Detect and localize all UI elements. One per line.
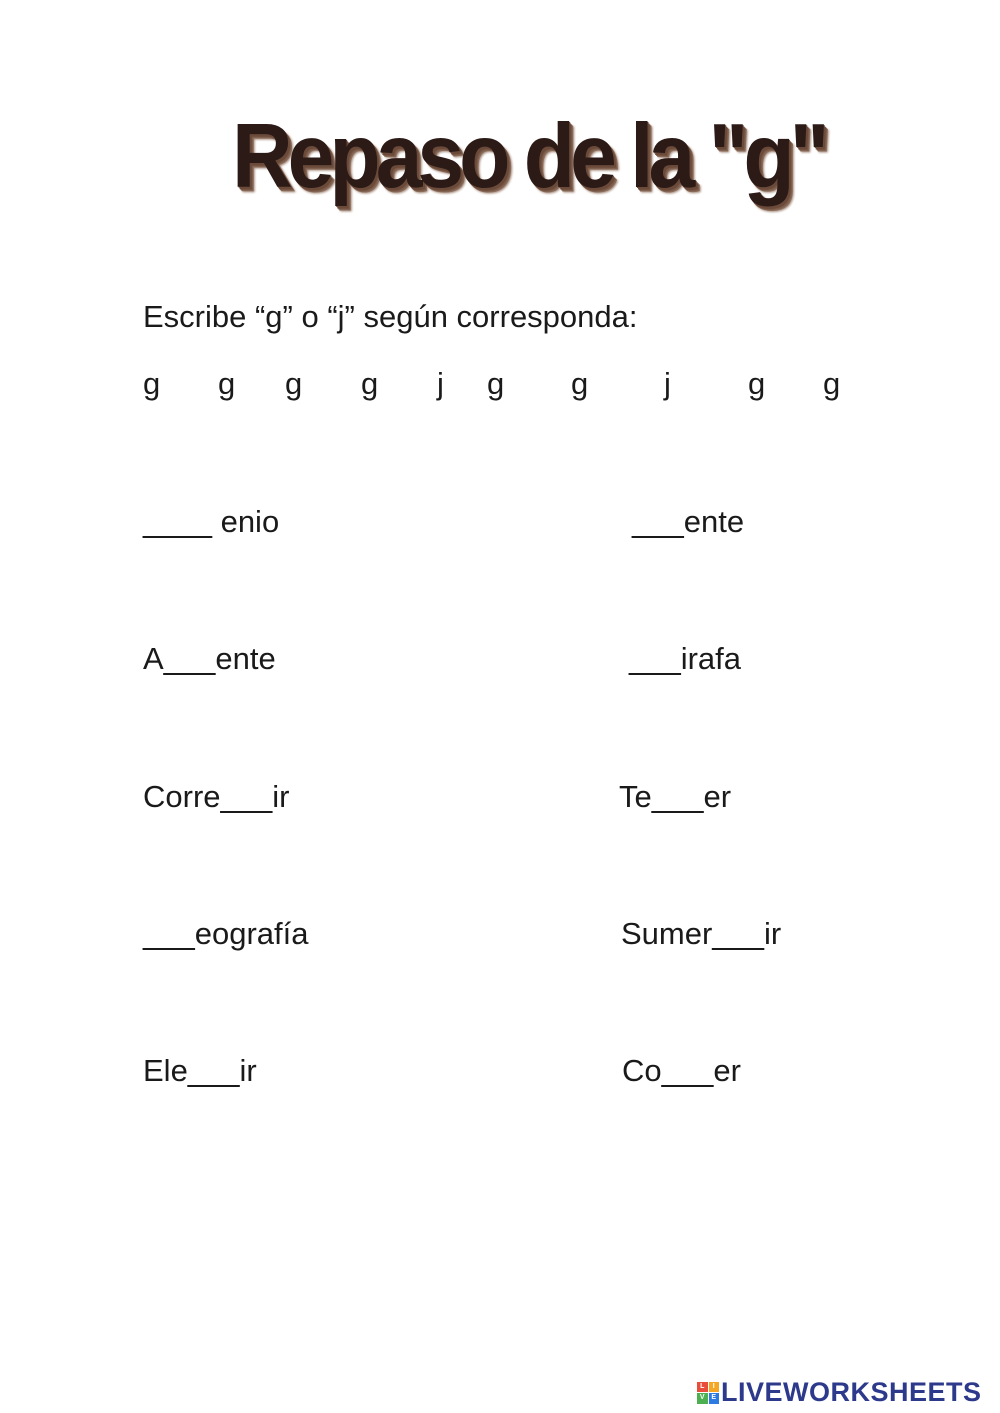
letter-option[interactable]: g <box>823 366 841 401</box>
logo-tile: E <box>709 1393 720 1404</box>
letter-option[interactable]: g <box>218 366 236 401</box>
logo-tile: L <box>697 1382 708 1393</box>
page-title: Repaso de la "g" <box>232 105 825 207</box>
letter-option[interactable]: j <box>437 366 444 401</box>
exercise-word[interactable]: Corre___ir <box>143 779 290 814</box>
exercise-word[interactable]: Te___er <box>619 779 732 814</box>
letter-option[interactable]: g <box>143 366 161 401</box>
letter-option[interactable]: j <box>664 366 671 401</box>
exercise-word[interactable]: ___irafa <box>629 641 742 676</box>
letter-option[interactable]: g <box>487 366 505 401</box>
exercise-word[interactable]: ____ enio <box>143 504 280 539</box>
liveworksheets-footer[interactable] <box>697 1377 982 1408</box>
liveworksheets-logo-icon <box>697 1382 719 1404</box>
exercise-word[interactable]: Ele___ir <box>143 1053 257 1088</box>
exercise-word[interactable]: ___eografía <box>143 916 309 951</box>
letter-option[interactable]: g <box>748 366 766 401</box>
letter-option[interactable]: g <box>285 366 303 401</box>
exercise-word[interactable]: Sumer___ir <box>621 916 782 951</box>
logo-tile: V <box>697 1393 708 1404</box>
exercise-word[interactable]: Co___er <box>622 1053 741 1088</box>
exercise-word[interactable]: A___ente <box>143 641 276 676</box>
brand-name: LIVEWORKSHEETS <box>721 1377 982 1407</box>
instruction-text: Escribe “g” o “j” según corresponda: <box>143 299 638 334</box>
logo-tile: I <box>709 1382 720 1393</box>
letter-option[interactable]: g <box>571 366 589 401</box>
letter-option[interactable]: g <box>361 366 379 401</box>
exercise-word[interactable]: ___ente <box>632 504 745 539</box>
